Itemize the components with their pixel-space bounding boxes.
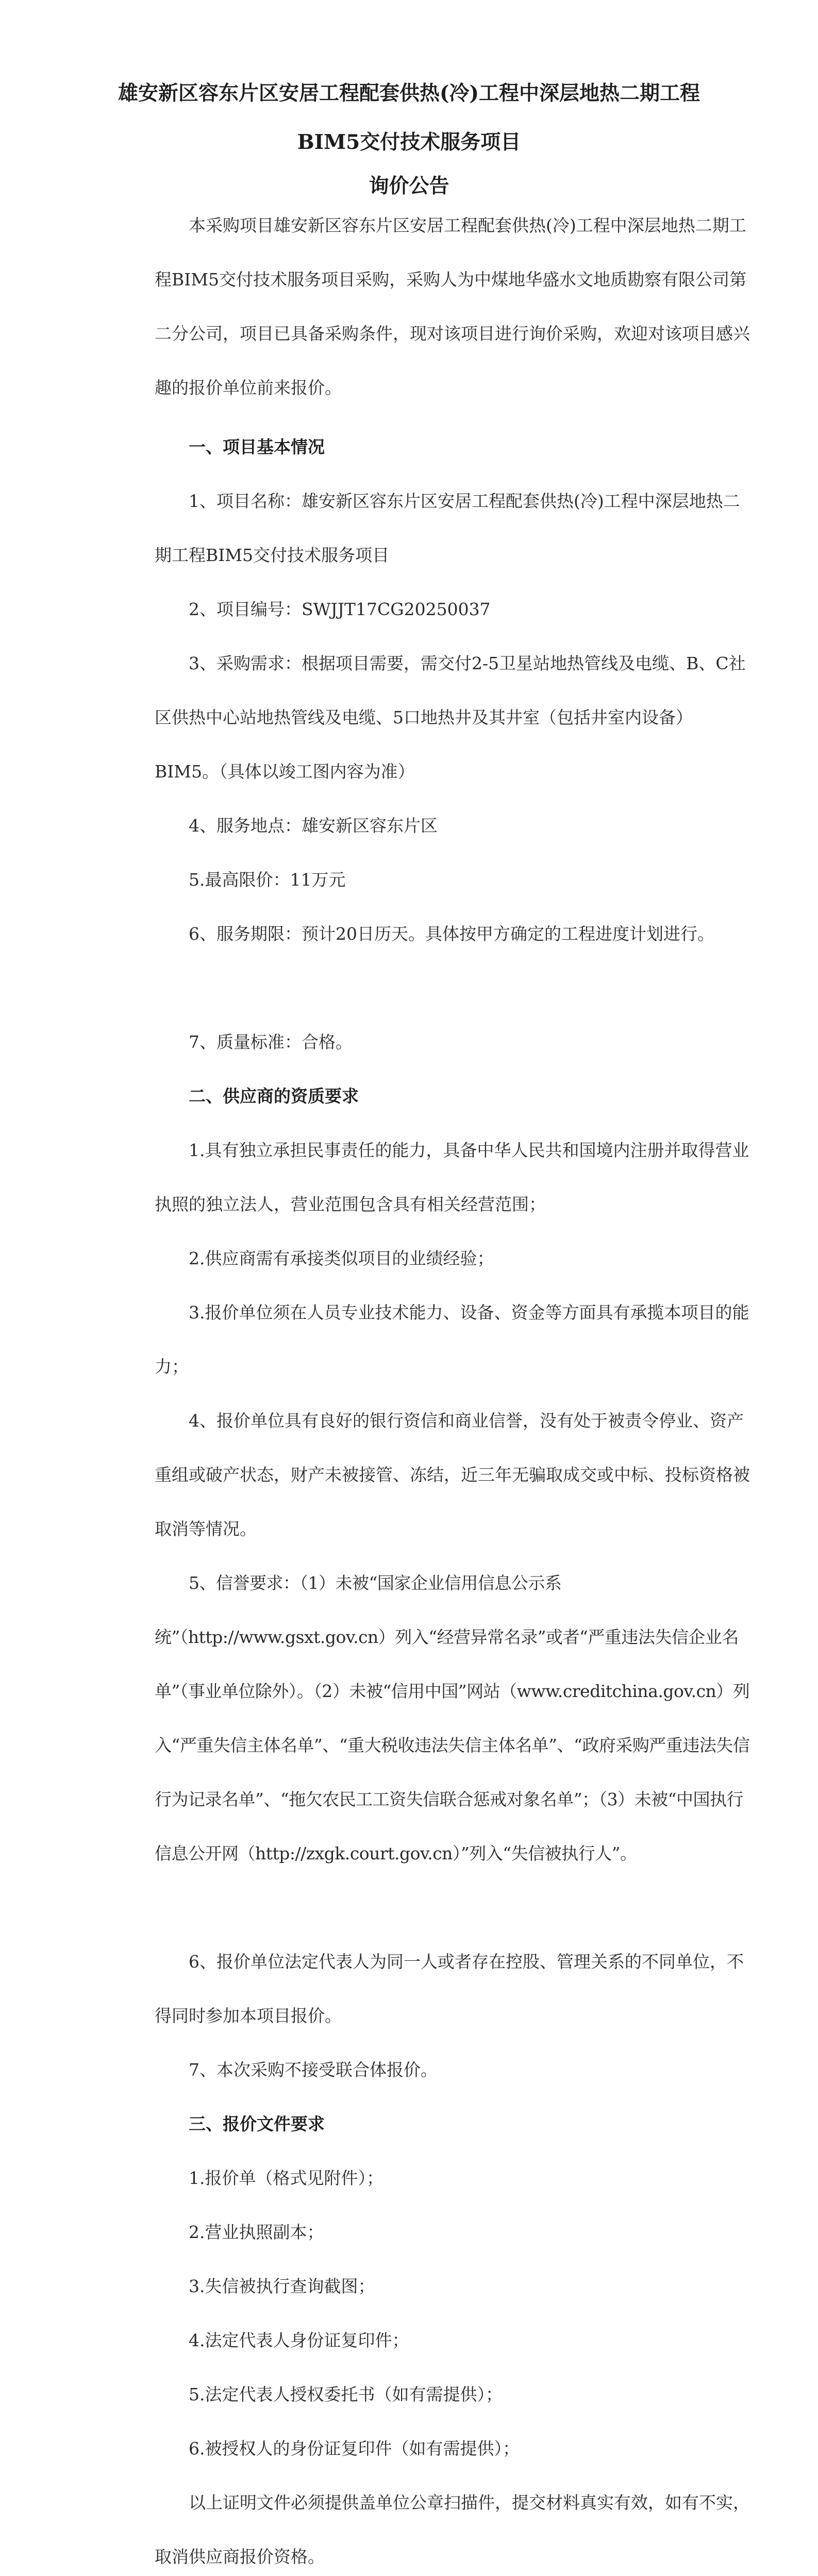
file-req-2: 2.营业执照副本； xyxy=(189,2222,324,2242)
qualification-2: 2.供应商需有承接类似项目的业绩经验； xyxy=(189,1248,494,1268)
project-name: 1、项目名称：雄安新区容东片区安居工程配套供热(冷)工程中深层地热二期工程BIM5交付技术服务项目 xyxy=(155,491,740,565)
procurement-requirement: 3、采购需求：根据项目需要，需交付2-5卫星站地热管线及电缆、B、C社区供热中心站地热管线及电缆、5口地热井及其井室（包括井室内设备）BIM5。（具体以竣工图内容为准） xyxy=(155,653,746,782)
file-req-note: 以上证明文件必须提供盖单位公章扫描件，提交材料真实有效，如有不实，取消供应商报价资格。 xyxy=(155,2493,750,2567)
document-title-line2: BIM5交付技术服务项目 xyxy=(297,130,521,154)
file-req-1: 1.报价单（格式见附件）； xyxy=(189,2168,383,2188)
file-req-5: 5.法定代表人授权委托书（如有需提供）； xyxy=(189,2384,503,2404)
file-req-3: 3.失信被执行查询截图； xyxy=(189,2276,375,2296)
section1-heading: 一、项目基本情况 xyxy=(189,437,325,457)
quality-standard: 7、质量标准：合格。 xyxy=(189,1032,353,1052)
document-subtitle: 询价公告 xyxy=(369,174,449,198)
price-ceiling: 5.最高限价：11万元 xyxy=(189,870,346,890)
qualification-1: 1.具有独立承担民事责任的能力，具备中华人民共和国境内注册并取得营业执照的独立法人，营业范围包含具有相关经营范围； xyxy=(155,1140,749,1214)
project-number: 2、项目编号：SWJJT17CG20250037 xyxy=(189,599,491,619)
qualification-6: 6、报价单位法定代表人为同一人或者存在控股、管理关系的不同单位，不得同时参加本项目报价。 xyxy=(155,1952,744,2026)
intro-paragraph: 本采购项目雄安新区容东片区安居工程配套供热(冷)工程中深层地热二期工程BIM5交付技术服务项目采购，采购人为中煤地华盛水文地质勘察有限公司第二分公司，项目已具备采购条件，现对该项目进行询价采购，欢迎对该项目感兴趣的报价单位前来报价。 xyxy=(155,215,750,398)
section2-heading: 二、供应商的资质要求 xyxy=(189,1086,359,1106)
document-title-line1: 雄安新区容东片区安居工程配套供热(冷)工程中深层地热二期工程 xyxy=(118,81,700,105)
qualification-7: 7、本次采购不接受联合体报价。 xyxy=(189,2060,438,2080)
qualification-3: 3.报价单位须在人员专业技术能力、设备、资金等方面具有承揽本项目的能力； xyxy=(155,1302,749,1377)
service-period: 6、服务期限：预计20日历天。具体按甲方确定的工程进度计划进行。 xyxy=(189,924,714,944)
file-req-6: 6.被授权人的身份证复印件（如有需提供）； xyxy=(189,2438,520,2459)
qualification-4: 4、报价单位具有良好的银行资信和商业信誉，没有处于被责令停业、资产重组或破产状态，财产未被接管、冻结，近三年无骗取成交或中标、投标资格被取消等情况。 xyxy=(155,1411,750,1539)
service-location: 4、服务地点：雄安新区容东片区 xyxy=(189,816,438,836)
file-req-4: 4.法定代表人身份证复印件； xyxy=(189,2330,409,2350)
section3-heading: 三、报价文件要求 xyxy=(189,2114,325,2134)
qualification-5: 5、信誉要求：（1）未被“国家企业信用信息公示系统”（http://www.gsxt.gov.cn）列入“经营异常名录”或者“严重违法失信企业名单”（事业单位除外）。（2）未被“信用中国”网站（www.creditchina.gov.cn）列入“严重失信主体名单”、“重大税收违法失信主体名单”、“政府采购严重违法失信行为记录名单”、“拖欠农民工工资失信联合惩戒对象名单”；（3）未被“中国执行信息公开网（http://zxgk.court.gov.cn）”列入“失信被执行人”。 xyxy=(155,1573,750,1863)
